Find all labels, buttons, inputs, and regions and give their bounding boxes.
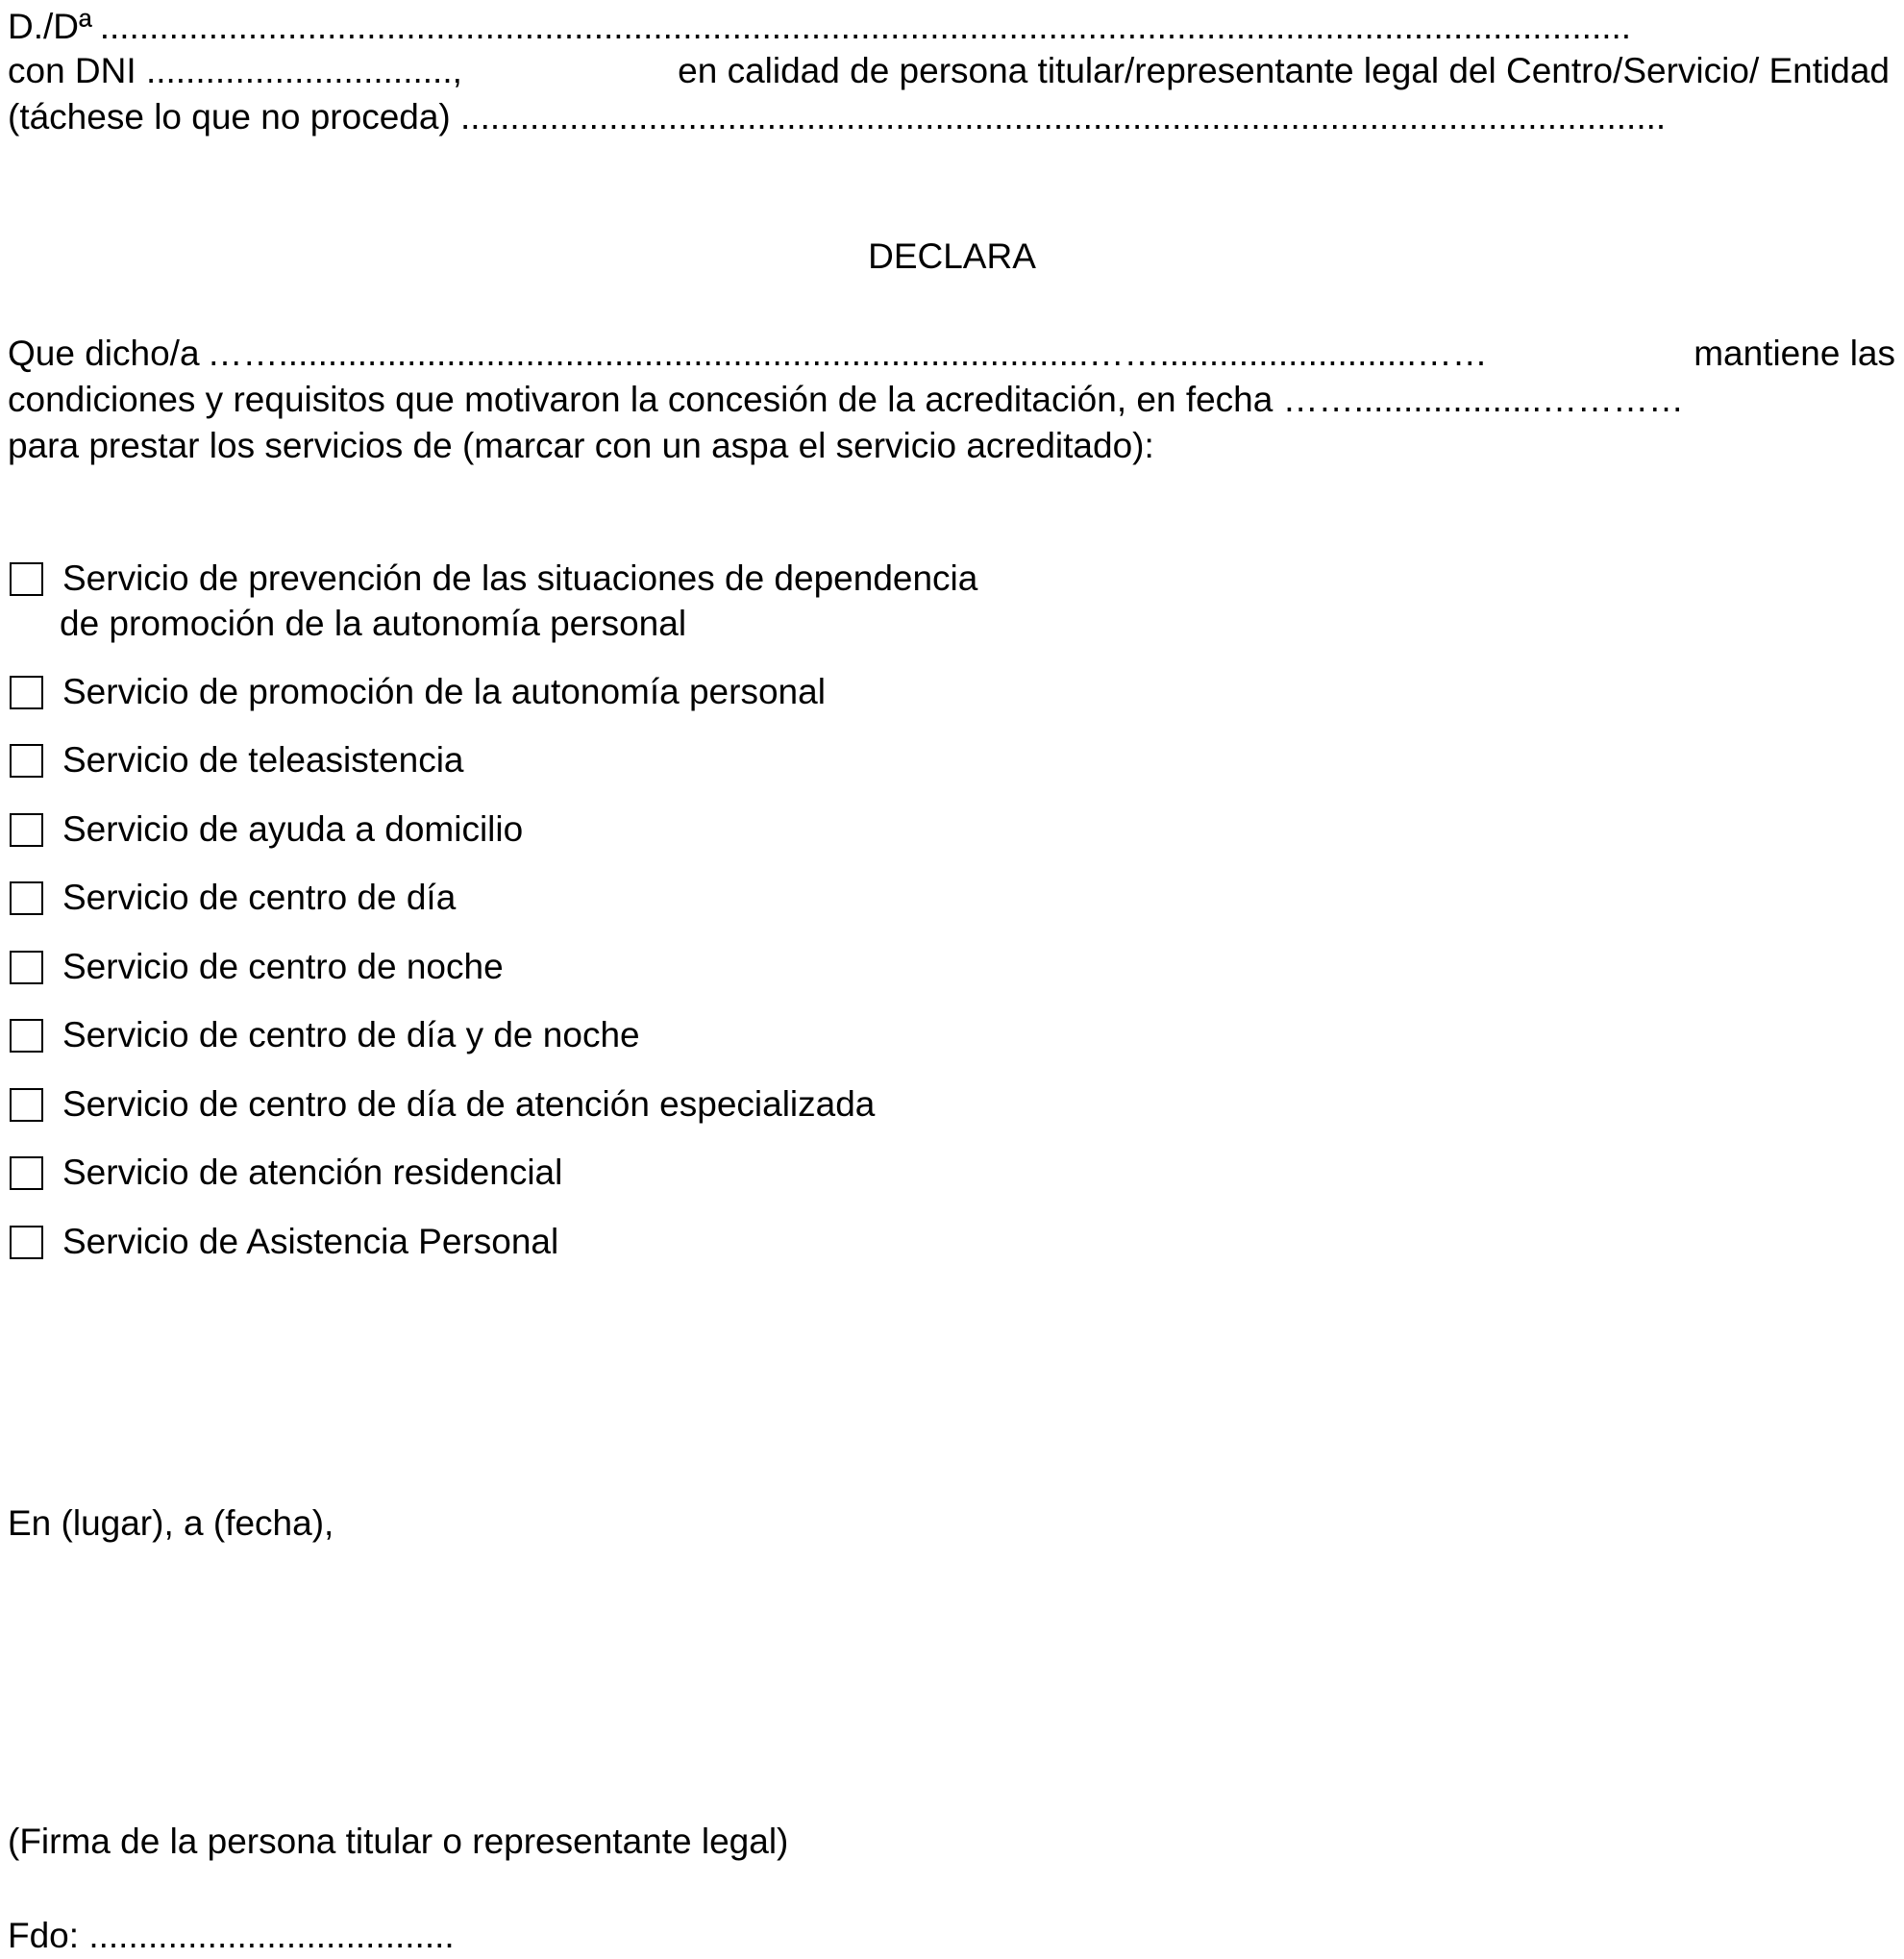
quality-text: en calidad de persona titular/representante legal del Centro/Servicio/ Entidad — [678, 51, 1890, 90]
titular-name-field[interactable]: ........................................................................................................................................................... — [99, 7, 1632, 46]
service-checkbox[interactable] — [10, 1156, 43, 1190]
entity-reference-label: Que dicho/a — [8, 334, 200, 373]
service-label: Servicio de atención residencial — [62, 1153, 563, 1192]
place-date: En (lugar), a (fecha), — [8, 1503, 334, 1543]
conditions-text: condiciones y requisitos que motivaron la concesión de la acreditación, en fecha — [8, 380, 1273, 419]
signed-by-label: Fdo: — [8, 1916, 80, 1955]
service-checkbox[interactable] — [10, 951, 43, 984]
signed-by-field[interactable]: ..................................... — [88, 1916, 455, 1955]
entity-label: (táchese lo que no proceda) — [8, 97, 451, 136]
service-label: Servicio de promoción de la autonomía personal — [62, 672, 826, 711]
entity-line — [8, 94, 1890, 140]
titular-name-label: D./Dª — [8, 7, 92, 46]
service-checkbox[interactable] — [10, 1226, 43, 1259]
service-label: Servicio de ayuda a domicilio — [62, 809, 524, 849]
services-instruction: para prestar los servicios de (marcar con un aspa el servicio acreditado): — [8, 426, 1154, 465]
dni-label: con DNI — [8, 51, 136, 90]
body-line-1 — [8, 331, 1895, 377]
service-checkbox[interactable] — [10, 744, 43, 778]
entity-reference-field[interactable]: ……..................................................................................……..........................…… — [207, 334, 1488, 373]
titular-name-line — [8, 4, 1890, 50]
service-checkbox[interactable] — [10, 813, 43, 847]
service-checkbox[interactable] — [10, 676, 43, 709]
service-label: Servicio de teleasistencia — [62, 740, 464, 780]
service-checkbox[interactable] — [10, 1088, 43, 1122]
service-label: Servicio de Asistencia Personal — [62, 1222, 559, 1261]
service-label: Servicio de centro de noche — [62, 947, 504, 986]
signature-label: (Firma de la persona titular o representante legal) — [8, 1822, 789, 1861]
dni-line — [8, 48, 1890, 94]
body-line-2 — [8, 377, 1684, 423]
service-label-continued: de promoción de la autonomía personal — [60, 604, 687, 643]
service-label: Servicio de prevención de las situaciones de dependencia — [62, 558, 978, 598]
dni-field[interactable]: ..............................., — [145, 51, 462, 90]
service-checkbox[interactable] — [10, 881, 43, 915]
service-checkbox[interactable] — [10, 1019, 43, 1053]
accreditation-date-field[interactable]: ……...................………… — [1282, 380, 1684, 419]
service-label: Servicio de centro de día — [62, 878, 457, 917]
signed-by-line — [8, 1913, 455, 1959]
entity-field[interactable]: .......................................................................................................................... — [460, 97, 1667, 136]
declara-heading: DECLARA — [868, 236, 1036, 276]
service-label: Servicio de centro de día y de noche — [62, 1015, 640, 1054]
maintains-text: mantiene las — [1694, 334, 1895, 373]
service-checkbox[interactable] — [10, 562, 43, 596]
service-label: Servicio de centro de día de atención especializada — [62, 1084, 876, 1124]
